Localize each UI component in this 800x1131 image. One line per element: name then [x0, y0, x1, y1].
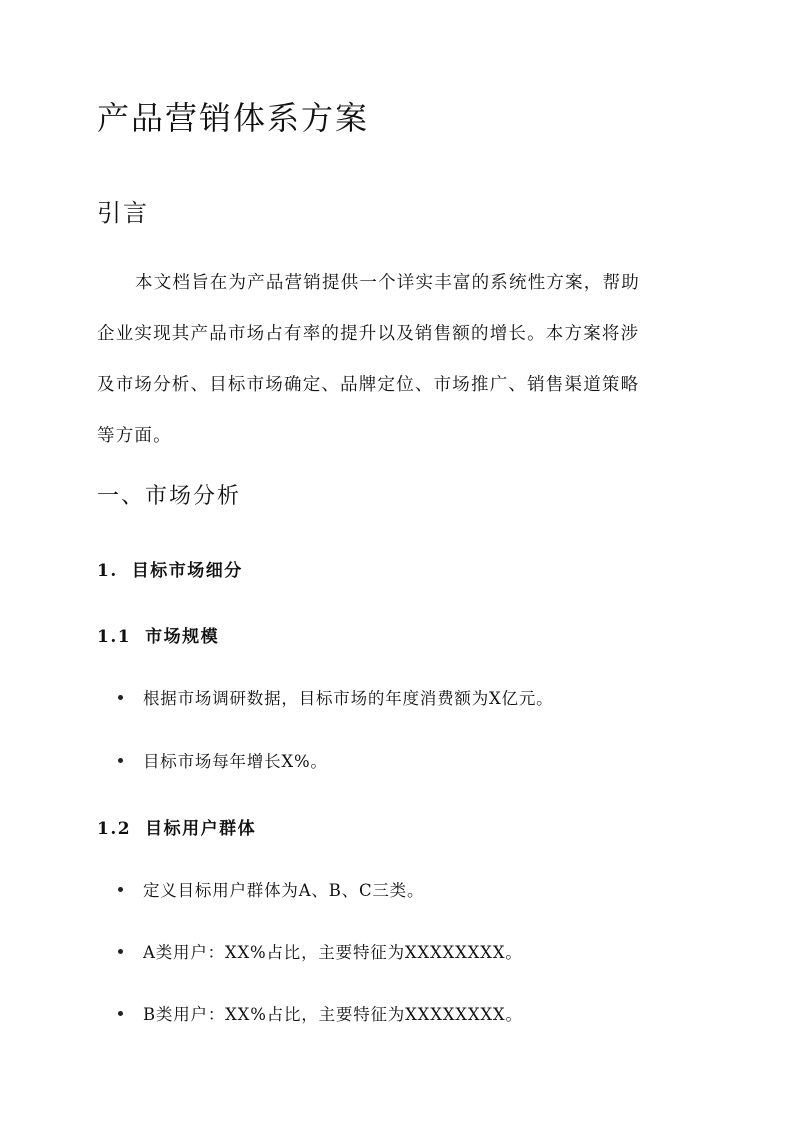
list-item: [118, 1001, 523, 1025]
bullet-icon: [118, 887, 123, 892]
intro-line: 企业实现其产品市场占有率的提升以及销售额的增长。本方案将涉: [97, 324, 640, 344]
intro-line: 等方面。: [97, 426, 172, 446]
subheading-text: 目标市场细分: [131, 561, 243, 581]
intro-heading: 引言: [97, 199, 149, 227]
bullet-icon: [118, 949, 123, 954]
bullet-icon: [118, 758, 123, 763]
subheading-text: 市场规模: [145, 627, 220, 647]
list-item: [118, 748, 328, 772]
intro-line: 本文档旨在为产品营销提供一个详实丰富的系统性方案，帮助: [135, 273, 640, 293]
list-item: [118, 939, 523, 963]
subheading-target-segmentation: [97, 556, 243, 581]
subheading-market-size: [97, 622, 219, 647]
list-item: [118, 685, 553, 709]
section-heading-market-analysis: 一、市场分析: [97, 484, 242, 509]
subheading-text: 目标用户群体: [145, 819, 257, 839]
list-item-text: B类用户：XX%占比，主要特征为XXXXXXXX。: [143, 1005, 523, 1024]
subheading-target-users: [97, 814, 256, 839]
subheading-number: 1.: [97, 561, 118, 581]
list-item-text: A类用户：XX%占比，主要特征为XXXXXXXX。: [143, 943, 523, 962]
subheading-number: 1.2: [97, 819, 132, 839]
intro-line: 及市场分析、目标市场确定、品牌定位、市场推广、销售渠道策略: [97, 375, 640, 395]
document-title: 产品营销体系方案: [97, 99, 370, 137]
bullet-icon: [118, 1011, 123, 1016]
subheading-number: 1.1: [97, 627, 132, 647]
list-item-text: 定义目标用户群体为A、B、C三类。: [143, 881, 425, 900]
list-item: [118, 877, 424, 901]
intro-paragraph: [97, 258, 715, 462]
bullet-icon: [118, 695, 123, 700]
list-item-text: 目标市场每年增长X%。: [143, 752, 328, 771]
list-item-text: 根据市场调研数据，目标市场的年度消费额为X亿元。: [143, 689, 554, 708]
